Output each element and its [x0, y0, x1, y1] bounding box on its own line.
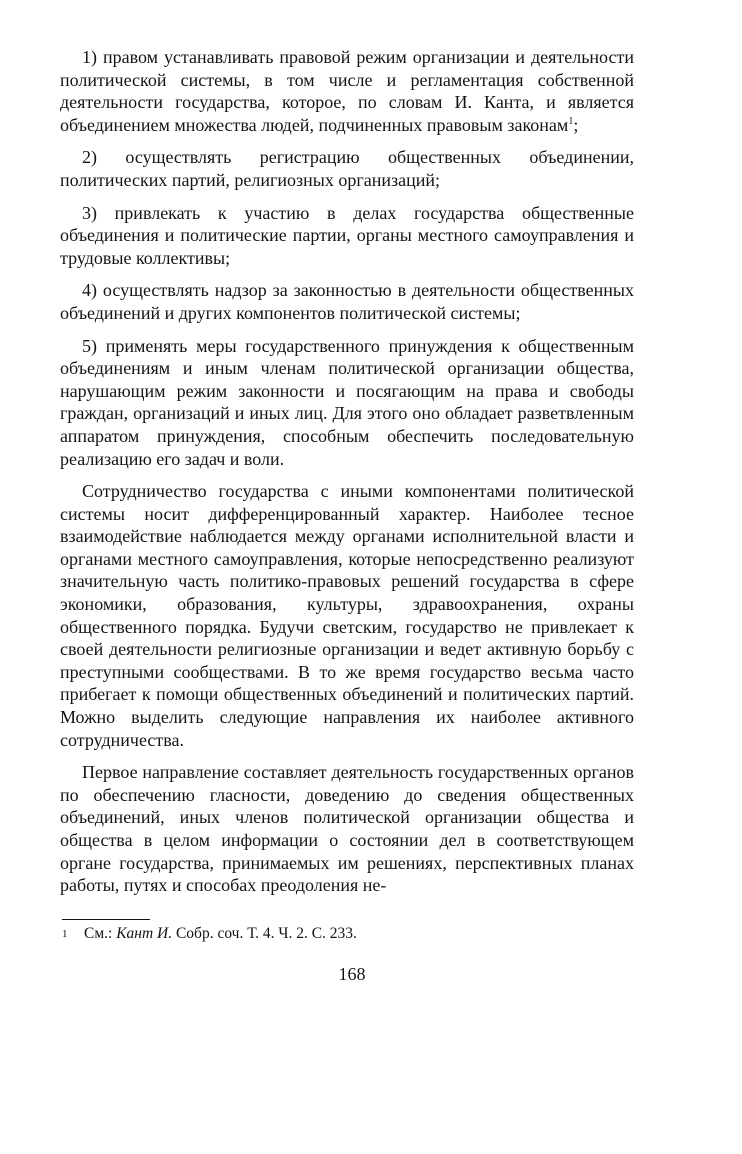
- paragraph-first-direction: Первое направление составляет деятельность государственных органов по обеспечению гласности, доведению до сведения общественных объединений, иных членов политической организации общества и общества в целом информации о состоянии дел в соответствующем органе государства, принимаемых им решениях, перспективных планах работы, путях и способах преодоления не-: [60, 762, 634, 896]
- page-number: 168: [338, 963, 366, 984]
- list-item-5: 5) применять меры государственного принуждения к общественным объединениям и иным членам политической организации общества, нарушающим режим законности и посягающим на права и свободы граждан, организаций и иных лиц. Для этого оно обладает разветвленным аппаратом принуждения, способным обеспечить последовательную реализацию его задач и воли.: [60, 335, 634, 469]
- list-item-2: 2) осуществлять регистрацию общественных объединении, политических партий, религиозных организаций;: [60, 147, 634, 190]
- list-item-4: 4) осуществлять надзор за законностью в деятельности общественных объединений и других компонентов политической системы;: [60, 280, 634, 323]
- list-item-3: 3) привлекать к участию в делах государства общественные объединения и политические партии, органы местного самоуправления и трудовые коллективы;: [60, 202, 634, 268]
- paragraph-cooperation: Сотрудничество государства с иными компонентами политической системы носит дифференцированный характер. Наиболее тесное взаимодействие наблюдается между органами исполнительной власти и органами местного самоуправления, которые непосредственно реализуют значительную часть политико-правовых решений государства в сфере экономики, образования, культуры, здравоохранения, охраны общественного порядка. Будучи светским, государство не привлекает к своей деятельности религиозные организации и ведет активную борьбу с преступными сообществами. В то же время государство весьма часто прибегает к помощи общественных объединений и политических партий. Можно выделить следующие направления их наиболее активного сотрудничества.: [60, 481, 634, 750]
- document-page: [60, 46, 634, 985]
- footnote-text: Собр. соч. Т. 4. Ч. 2. С. 233.: [175, 924, 357, 942]
- footnote: [60, 924, 634, 944]
- footnote-divider: [62, 919, 150, 920]
- list-item-1: [60, 46, 634, 136]
- footnote-reference: 1: [568, 115, 574, 127]
- footnote-author: Кант И.: [116, 924, 173, 942]
- list-item-1-text: 1) правом устанавливать правовой режим организации и деятельности политической системы, в том числе и регламентация собственной деятельности государства, которое, по словам И. Канта, и является объединением множества людей, подчиненных правовым законам: [60, 47, 634, 135]
- footnote-mark: 1: [62, 927, 68, 940]
- footnote-prefix: См.:: [84, 924, 113, 942]
- list-item-1-tail: ;: [573, 114, 579, 135]
